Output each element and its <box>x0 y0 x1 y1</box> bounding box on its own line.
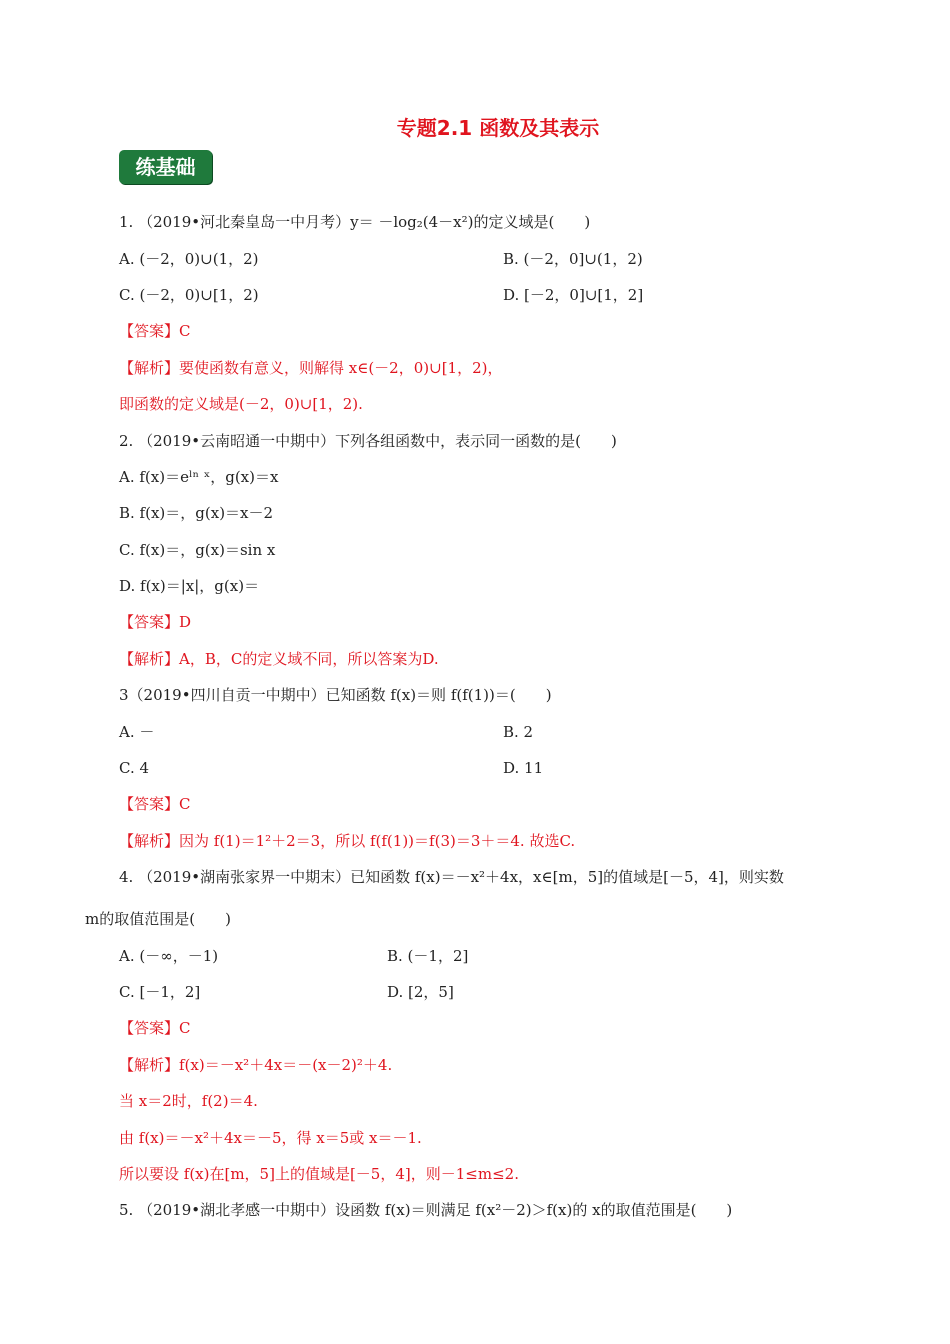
question-3-option-d: D. 11 <box>503 759 544 777</box>
question-2-answer: 【答案】D <box>119 613 192 631</box>
question-1-option-d: D. [－2，0]∪[1，2] <box>503 286 644 304</box>
question-3-option-a: A. － <box>119 723 155 741</box>
question-4-analysis: 【解析】f(x)＝－x²＋4x＝－(x－2)²＋4. <box>119 1056 393 1074</box>
question-3-option-b: B. 2 <box>503 723 534 741</box>
question-2-option-d: D. f(x)＝|x|，g(x)＝ <box>119 577 260 595</box>
question-1-option-a: A. (－2，0)∪(1，2) <box>119 250 259 268</box>
section-badge: 练基础 <box>119 150 212 184</box>
question-1-analysis: 【解析】要使函数有意义，则解得 x∈(－2，0)∪[1，2)， <box>119 359 503 377</box>
question-2-stem: 2. （2019•云南昭通一中期中）下列各组函数中，表示同一函数的是( ) <box>119 432 617 450</box>
question-4-stem: 4. （2019•湖南张家界一中期末）已知函数 f(x)＝－x²＋4x，x∈[m，5]的值域是[－5，4]，则实数 <box>119 868 784 886</box>
question-3-analysis: 【解析】因为 f(1)＝1²＋2＝3，所以 f(f(1))＝f(3)＝3＋＝4. 故选C. <box>119 832 576 850</box>
question-3-stem: 3（2019•四川自贡一中期中）已知函数 f(x)＝则 f(f(1))＝( ) <box>119 686 552 704</box>
question-2-option-a: A. f(x)＝eˡⁿ ˣ，g(x)＝x <box>119 468 279 486</box>
question-4-option-a: A. (－∞，－1) <box>119 947 219 965</box>
question-2-analysis: 【解析】A，B，C的定义域不同，所以答案为D. <box>119 650 439 668</box>
question-4-option-b: B. (－1，2] <box>387 947 469 965</box>
question-1-analysis-cont: 即函数的定义域是(－2，0)∪[1，2). <box>119 395 363 413</box>
question-4-option-d: D. [2，5] <box>387 983 454 1001</box>
page-title: 专题2.1 函数及其表示 <box>396 116 600 140</box>
question-2-option-b: B. f(x)＝，g(x)＝x－2 <box>119 504 274 522</box>
question-4-option-c: C. [－1，2] <box>119 983 201 1001</box>
question-4-analysis-4: 所以要设 f(x)在[m，5]上的值域是[－5，4]，则－1≤m≤2. <box>119 1165 519 1183</box>
question-4-analysis-3: 由 f(x)＝－x²＋4x＝－5，得 x＝5或 x＝－1. <box>119 1129 422 1147</box>
question-3-answer: 【答案】C <box>119 795 191 813</box>
question-1-stem: 1. （2019•河北秦皇岛一中月考）y＝ －log₂(4－x²)的定义域是( ) <box>119 213 591 231</box>
question-1-answer: 【答案】C <box>119 322 191 340</box>
question-1-option-b: B. (－2，0]∪(1，2) <box>503 250 643 268</box>
question-4-answer: 【答案】C <box>119 1019 191 1037</box>
question-1-option-c: C. (－2，0)∪[1，2) <box>119 286 259 304</box>
question-4-stem-cont: m的取值范围是( ) <box>85 910 231 928</box>
question-5-stem: 5. （2019•湖北孝感一中期中）设函数 f(x)＝则满足 f(x²－2)＞f(x)的 x的取值范围是( ) <box>119 1201 733 1219</box>
question-3-option-c: C. 4 <box>119 759 150 777</box>
question-4-analysis-2: 当 x＝2时，f(2)＝4. <box>119 1092 258 1110</box>
question-2-option-c: C. f(x)＝，g(x)＝sin x <box>119 541 276 559</box>
